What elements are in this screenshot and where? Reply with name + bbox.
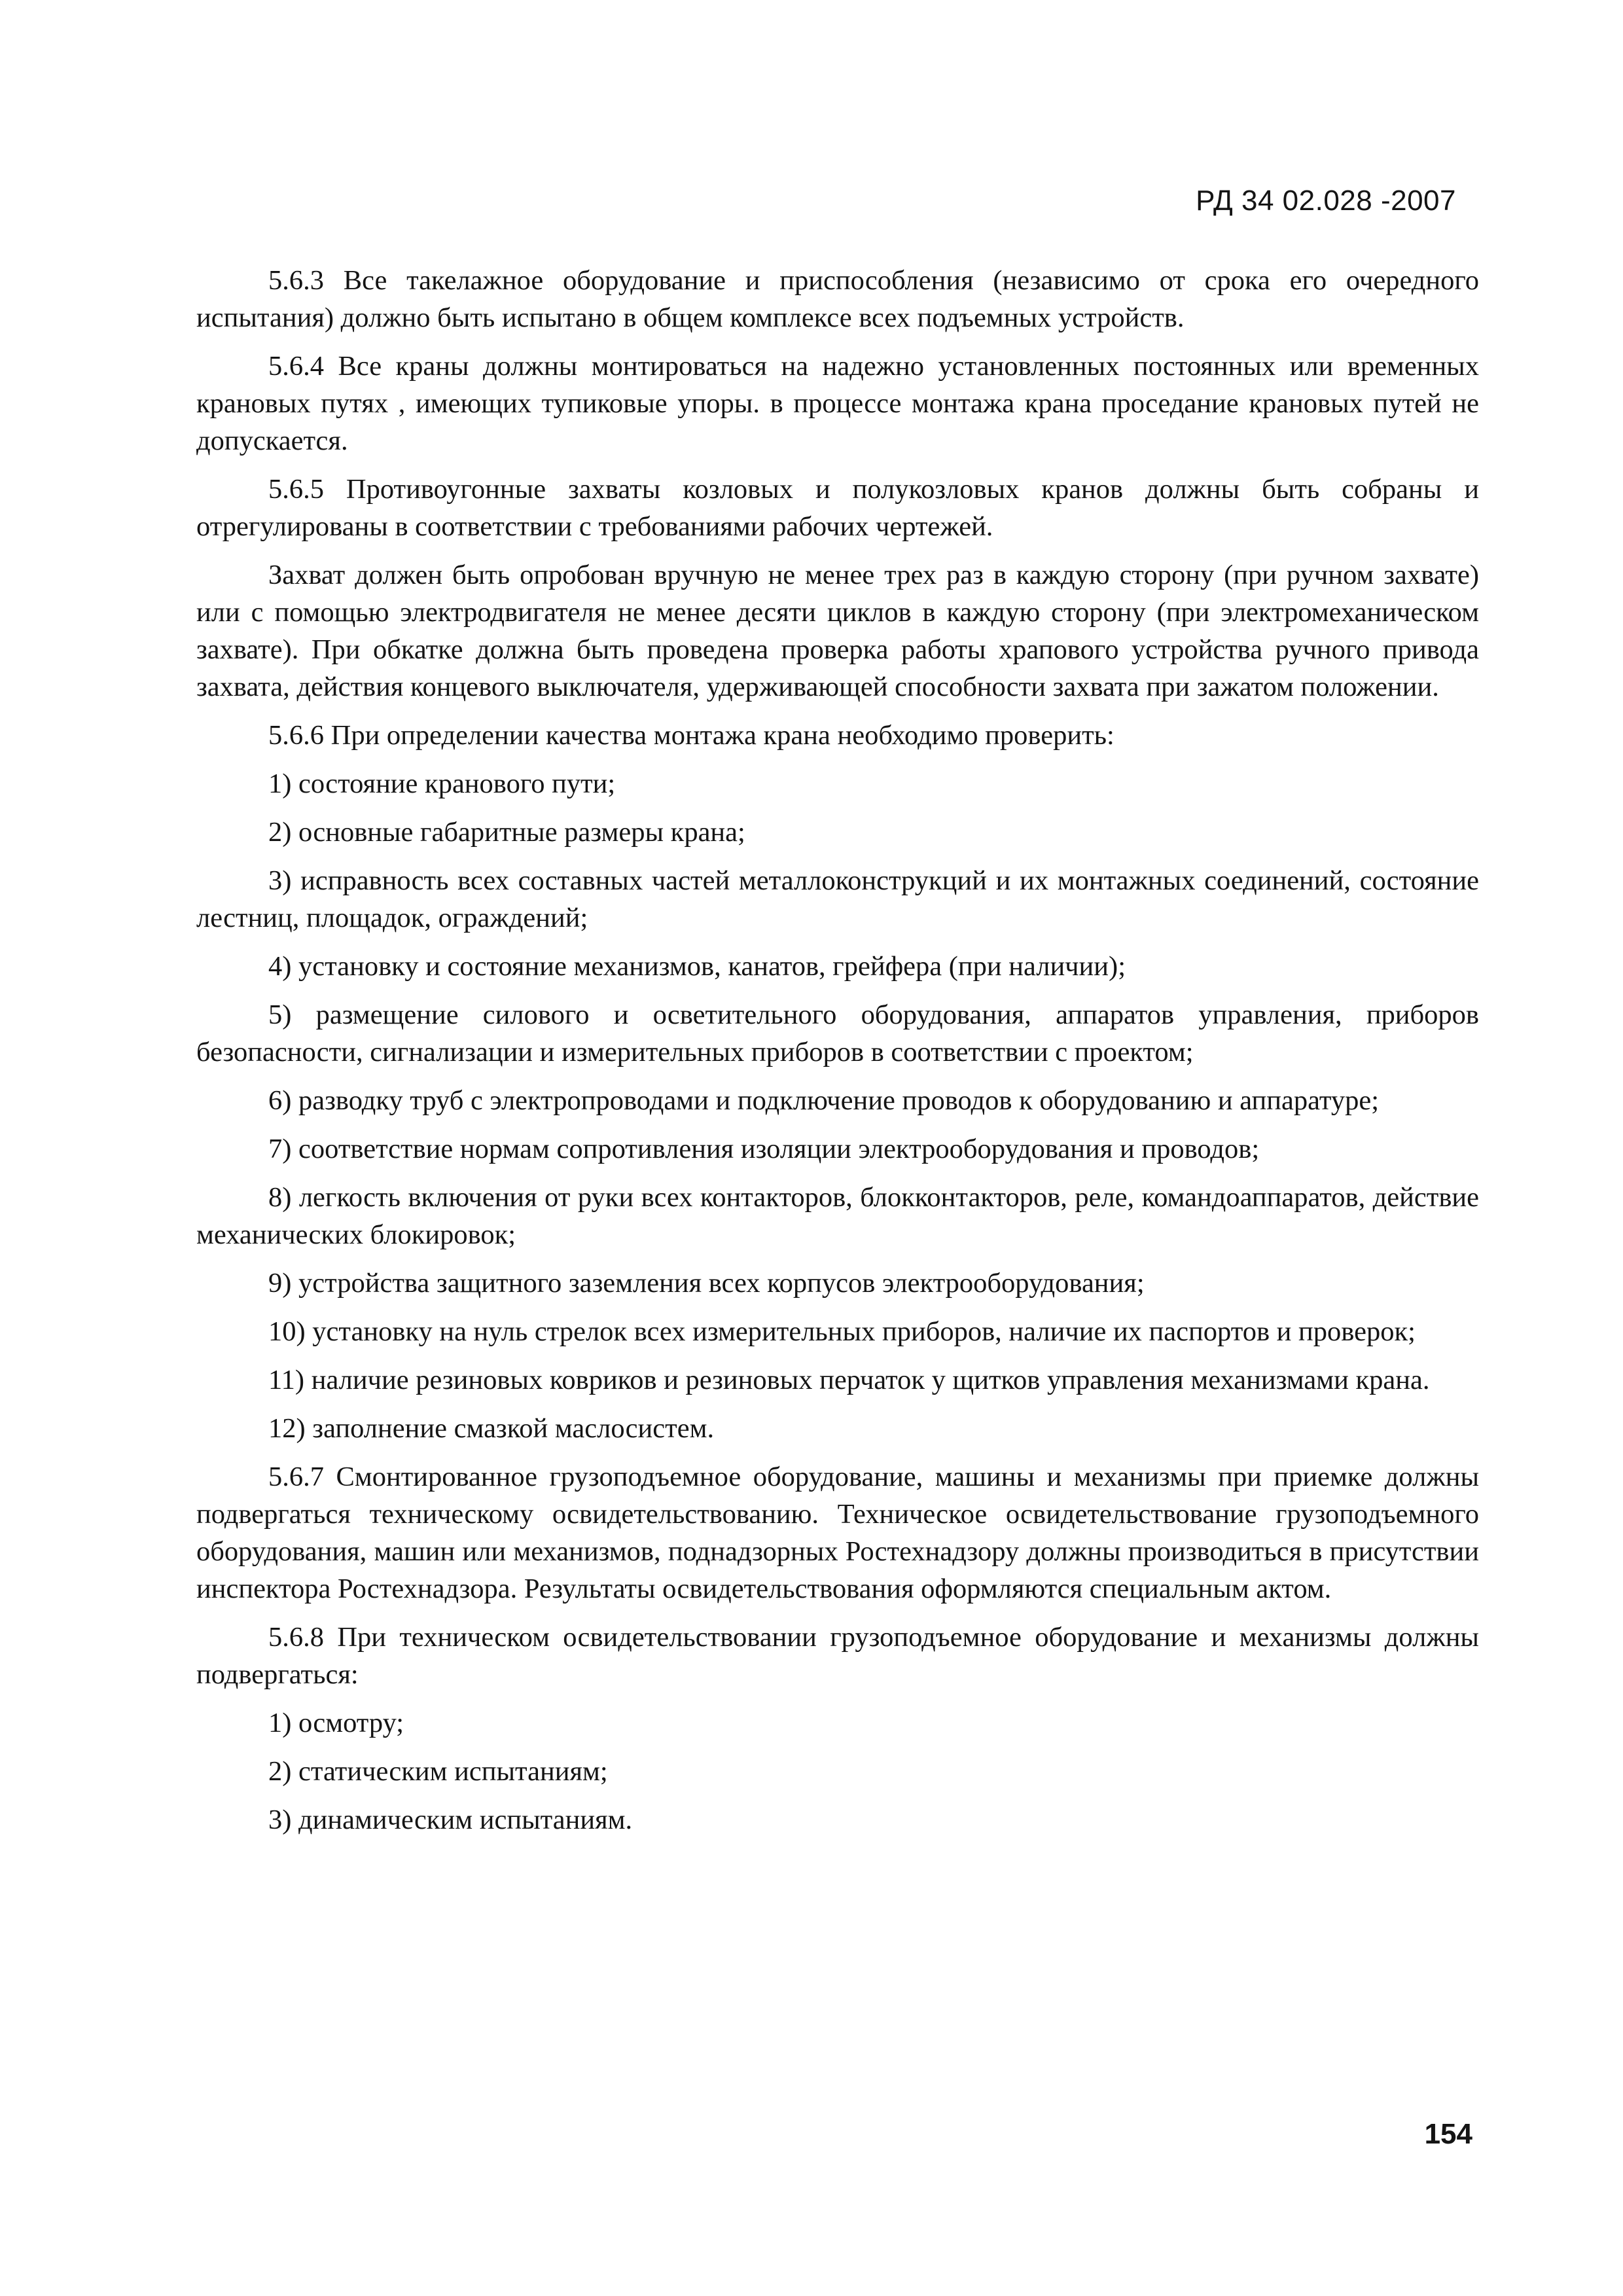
list-item: 3) исправность всех составных частей металлоконструкций и их монтажных соединений, состояние лестниц, площадок, ограждений; bbox=[196, 865, 1479, 933]
list-item: 8) легкость включения от руки всех контакторов, блокконтакторов, реле, командоаппаратов, действие механических блокировок; bbox=[196, 1182, 1479, 1250]
list-item: 3) динамическим испытаниям. bbox=[268, 1804, 633, 1835]
list-item: 12) заполнение смазкой маслосистем. bbox=[268, 1413, 715, 1444]
list-item: 2) основные габаритные размеры крана; bbox=[268, 817, 745, 848]
list-item: 7) соответствие нормам сопротивления изоляции электрооборудования и проводов; bbox=[268, 1134, 1260, 1164]
list-item: 1) состояние кранового пути; bbox=[268, 768, 616, 799]
list-item: 9) устройства защитного заземления всех корпусов электрооборудования; bbox=[268, 1268, 1145, 1299]
document-body bbox=[196, 262, 1479, 1850]
page-number: 154 bbox=[1424, 2118, 1472, 2150]
list-item: 6) разводку труб с электропроводами и подключение проводов к оборудованию и аппаратуре; bbox=[268, 1085, 1380, 1116]
list-item: 4) установку и состояние механизмов, канатов, грейфера (при наличии); bbox=[268, 951, 1126, 982]
paragraph-5-6-4: 5.6.4 Все краны должны монтироваться на надежно установленных постоянных или временных крановых путях , имеющих тупиковые упоры. в процессе монтажа крана проседание крановых путей не допускается. bbox=[196, 351, 1479, 456]
list-item: 5) размещение силового и осветительного оборудования, аппаратов управления, приборов безопасности, сигнализации и измерительных приборов в соответствии с проектом; bbox=[196, 999, 1479, 1067]
paragraph-5-6-7: 5.6.7 Смонтированное грузоподъемное оборудование, машины и механизмы при приемке должны подвергаться техническому освидетельствованию. Техническое освидетельствование грузоподъемного оборудования, машин или механизмов, поднадзорных Ростехнадзору должны производиться в присутствии инспектора Ростехнадзора. Результаты освидетельствования оформляются специальным актом. bbox=[196, 1462, 1479, 1604]
list-item: 10) установку на нуль стрелок всех измерительных приборов, наличие их паспортов и проверок; bbox=[268, 1316, 1416, 1347]
paragraph-5-6-6: 5.6.6 При определении качества монтажа крана необходимо проверить: bbox=[268, 720, 1115, 751]
paragraph-capture-test: Захват должен быть опробован вручную не менее трех раз в каждую сторону (при ручном захвате) или с помощью электродвигателя не менее десяти циклов в каждую сторону (при электромеханическом захвате). При обкатке должна быть проведена проверка работы храпового устройства ручного привода захвата, действия концевого выключателя, удерживающей способности захвата при зажатом положении. bbox=[196, 560, 1479, 702]
document-code: РД 34 02.028 -2007 bbox=[1196, 185, 1456, 217]
list-item: 11) наличие резиновых ковриков и резиновых перчаток у щитков управления механизмами крана. bbox=[268, 1365, 1430, 1395]
paragraph-5-6-3: 5.6.3 Все такелажное оборудование и приспособления (независимо от срока его очередного испытания) должно быть испытано в общем комплексе всех подъемных устройств. bbox=[196, 265, 1479, 333]
list-item: 1) осмотру; bbox=[268, 1708, 404, 1738]
list-item: 2) статическим испытаниям; bbox=[268, 1756, 608, 1787]
paragraph-5-6-5: 5.6.5 Противоугонные захваты козловых и полукозловых кранов должны быть собраны и отрегулированы в соответствии с требованиями рабочих чертежей. bbox=[196, 474, 1479, 542]
paragraph-5-6-8: 5.6.8 При техническом освидетельствовании грузоподъемное оборудование и механизмы должны подвергаться: bbox=[196, 1622, 1479, 1690]
